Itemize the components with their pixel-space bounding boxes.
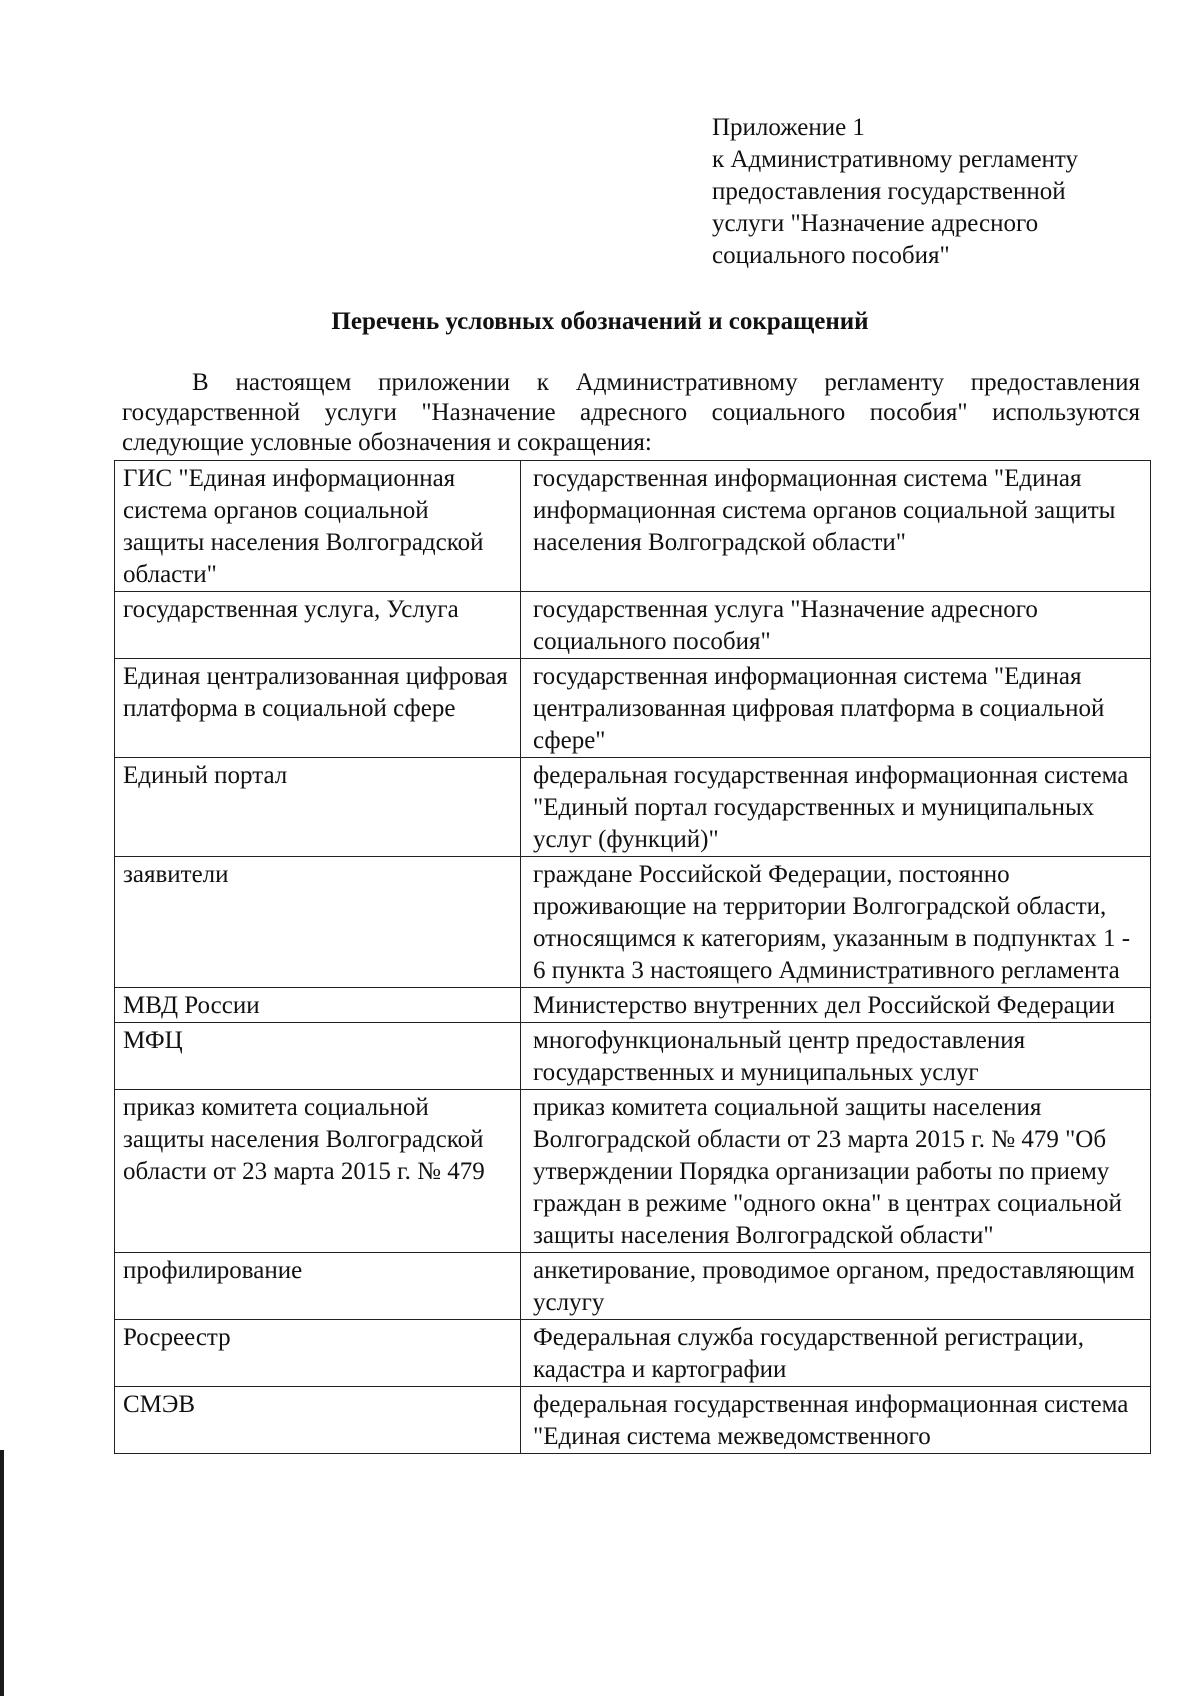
appendix-line: услуги "Назначение адресного: [712, 210, 1039, 237]
term-cell: СМЭВ: [115, 1387, 521, 1454]
table-row: [115, 988, 1151, 1023]
term-cell: Росреестр: [115, 1320, 521, 1387]
term-cell: МФЦ: [115, 1023, 521, 1090]
definition-cell: многофункциональный центр предоставления государственных и муниципальных услуг: [521, 1023, 1151, 1090]
term-cell: государственная услуга, Услуга: [115, 592, 521, 659]
definition-cell: приказ комитета социальной защиты населения Волгоградской области от 23 марта 2015 г. № 479 "Об утверждении Порядка организации работы по приему граждан в режиме "одного окна" в центрах социальной защиты населения Волгоградской области": [521, 1090, 1151, 1253]
table-row: [115, 1320, 1151, 1387]
definition-cell: федеральная государственная информационная система "Единый портал государственных и муниципальных услуг (функций)": [521, 758, 1151, 857]
term-cell: приказ комитета социальной защиты населения Волгоградской области от 23 марта 2015 г. № 479: [115, 1090, 521, 1253]
table-row: [115, 461, 1151, 592]
definition-cell: граждане Российской Федерации, постоянно проживающие на территории Волгоградской области, относящимся к категориям, указанным в подпунктах 1 - 6 пункта 3 настоящего Административного регламента: [521, 857, 1151, 988]
table-row: [115, 1090, 1151, 1253]
abbreviations-table: [114, 460, 1151, 1454]
table-row: [115, 592, 1151, 659]
table-row: [115, 1253, 1151, 1320]
scan-edge: [0, 1450, 4, 1696]
definition-cell: анкетирование, проводимое органом, предоставляющим услугу: [521, 1253, 1151, 1320]
intro-paragraph: В настоящем приложении к Административному регламенту предоставления государственной услуги "Назначение адресного социального пособия" используются следующие условные обозначения и сокращения:: [122, 369, 1140, 456]
definition-cell: Федеральная служба государственной регистрации, кадастра и картографии: [521, 1320, 1151, 1387]
table-row: [115, 659, 1151, 758]
table-row: [115, 1387, 1151, 1454]
definition-cell: государственная услуга "Назначение адресного социального пособия": [521, 592, 1151, 659]
term-cell: ГИС "Единая информационная система органов социальной защиты населения Волгоградской области": [115, 461, 521, 592]
appendix-line: предоставления государственной: [712, 178, 1066, 205]
table-row: [115, 758, 1151, 857]
term-cell: заявители: [115, 857, 521, 988]
document-title: Перечень условных обозначений и сокращений: [331, 308, 869, 335]
appendix-header: [712, 112, 1152, 272]
term-cell: Единый портал: [115, 758, 521, 857]
definition-cell: Министерство внутренних дел Российской Федерации: [521, 988, 1151, 1023]
term-cell: Единая централизованная цифровая платформа в социальной сфере: [115, 659, 521, 758]
term-cell: МВД России: [115, 988, 521, 1023]
definition-cell: государственная информационная система "Единая информационная система органов социальной защиты населения Волгоградской области": [521, 461, 1151, 592]
definition-cell: федеральная государственная информационная система "Единая система межведомственного: [521, 1387, 1151, 1454]
term-cell: профилирование: [115, 1253, 521, 1320]
appendix-line: социального пособия": [712, 242, 950, 269]
appendix-line: Приложение 1: [712, 114, 865, 141]
table-row: [115, 857, 1151, 988]
table-row: [115, 1023, 1151, 1090]
definition-cell: государственная информационная система "Единая централизованная цифровая платформа в социальной сфере": [521, 659, 1151, 758]
appendix-line: к Административному регламенту: [712, 146, 1079, 173]
